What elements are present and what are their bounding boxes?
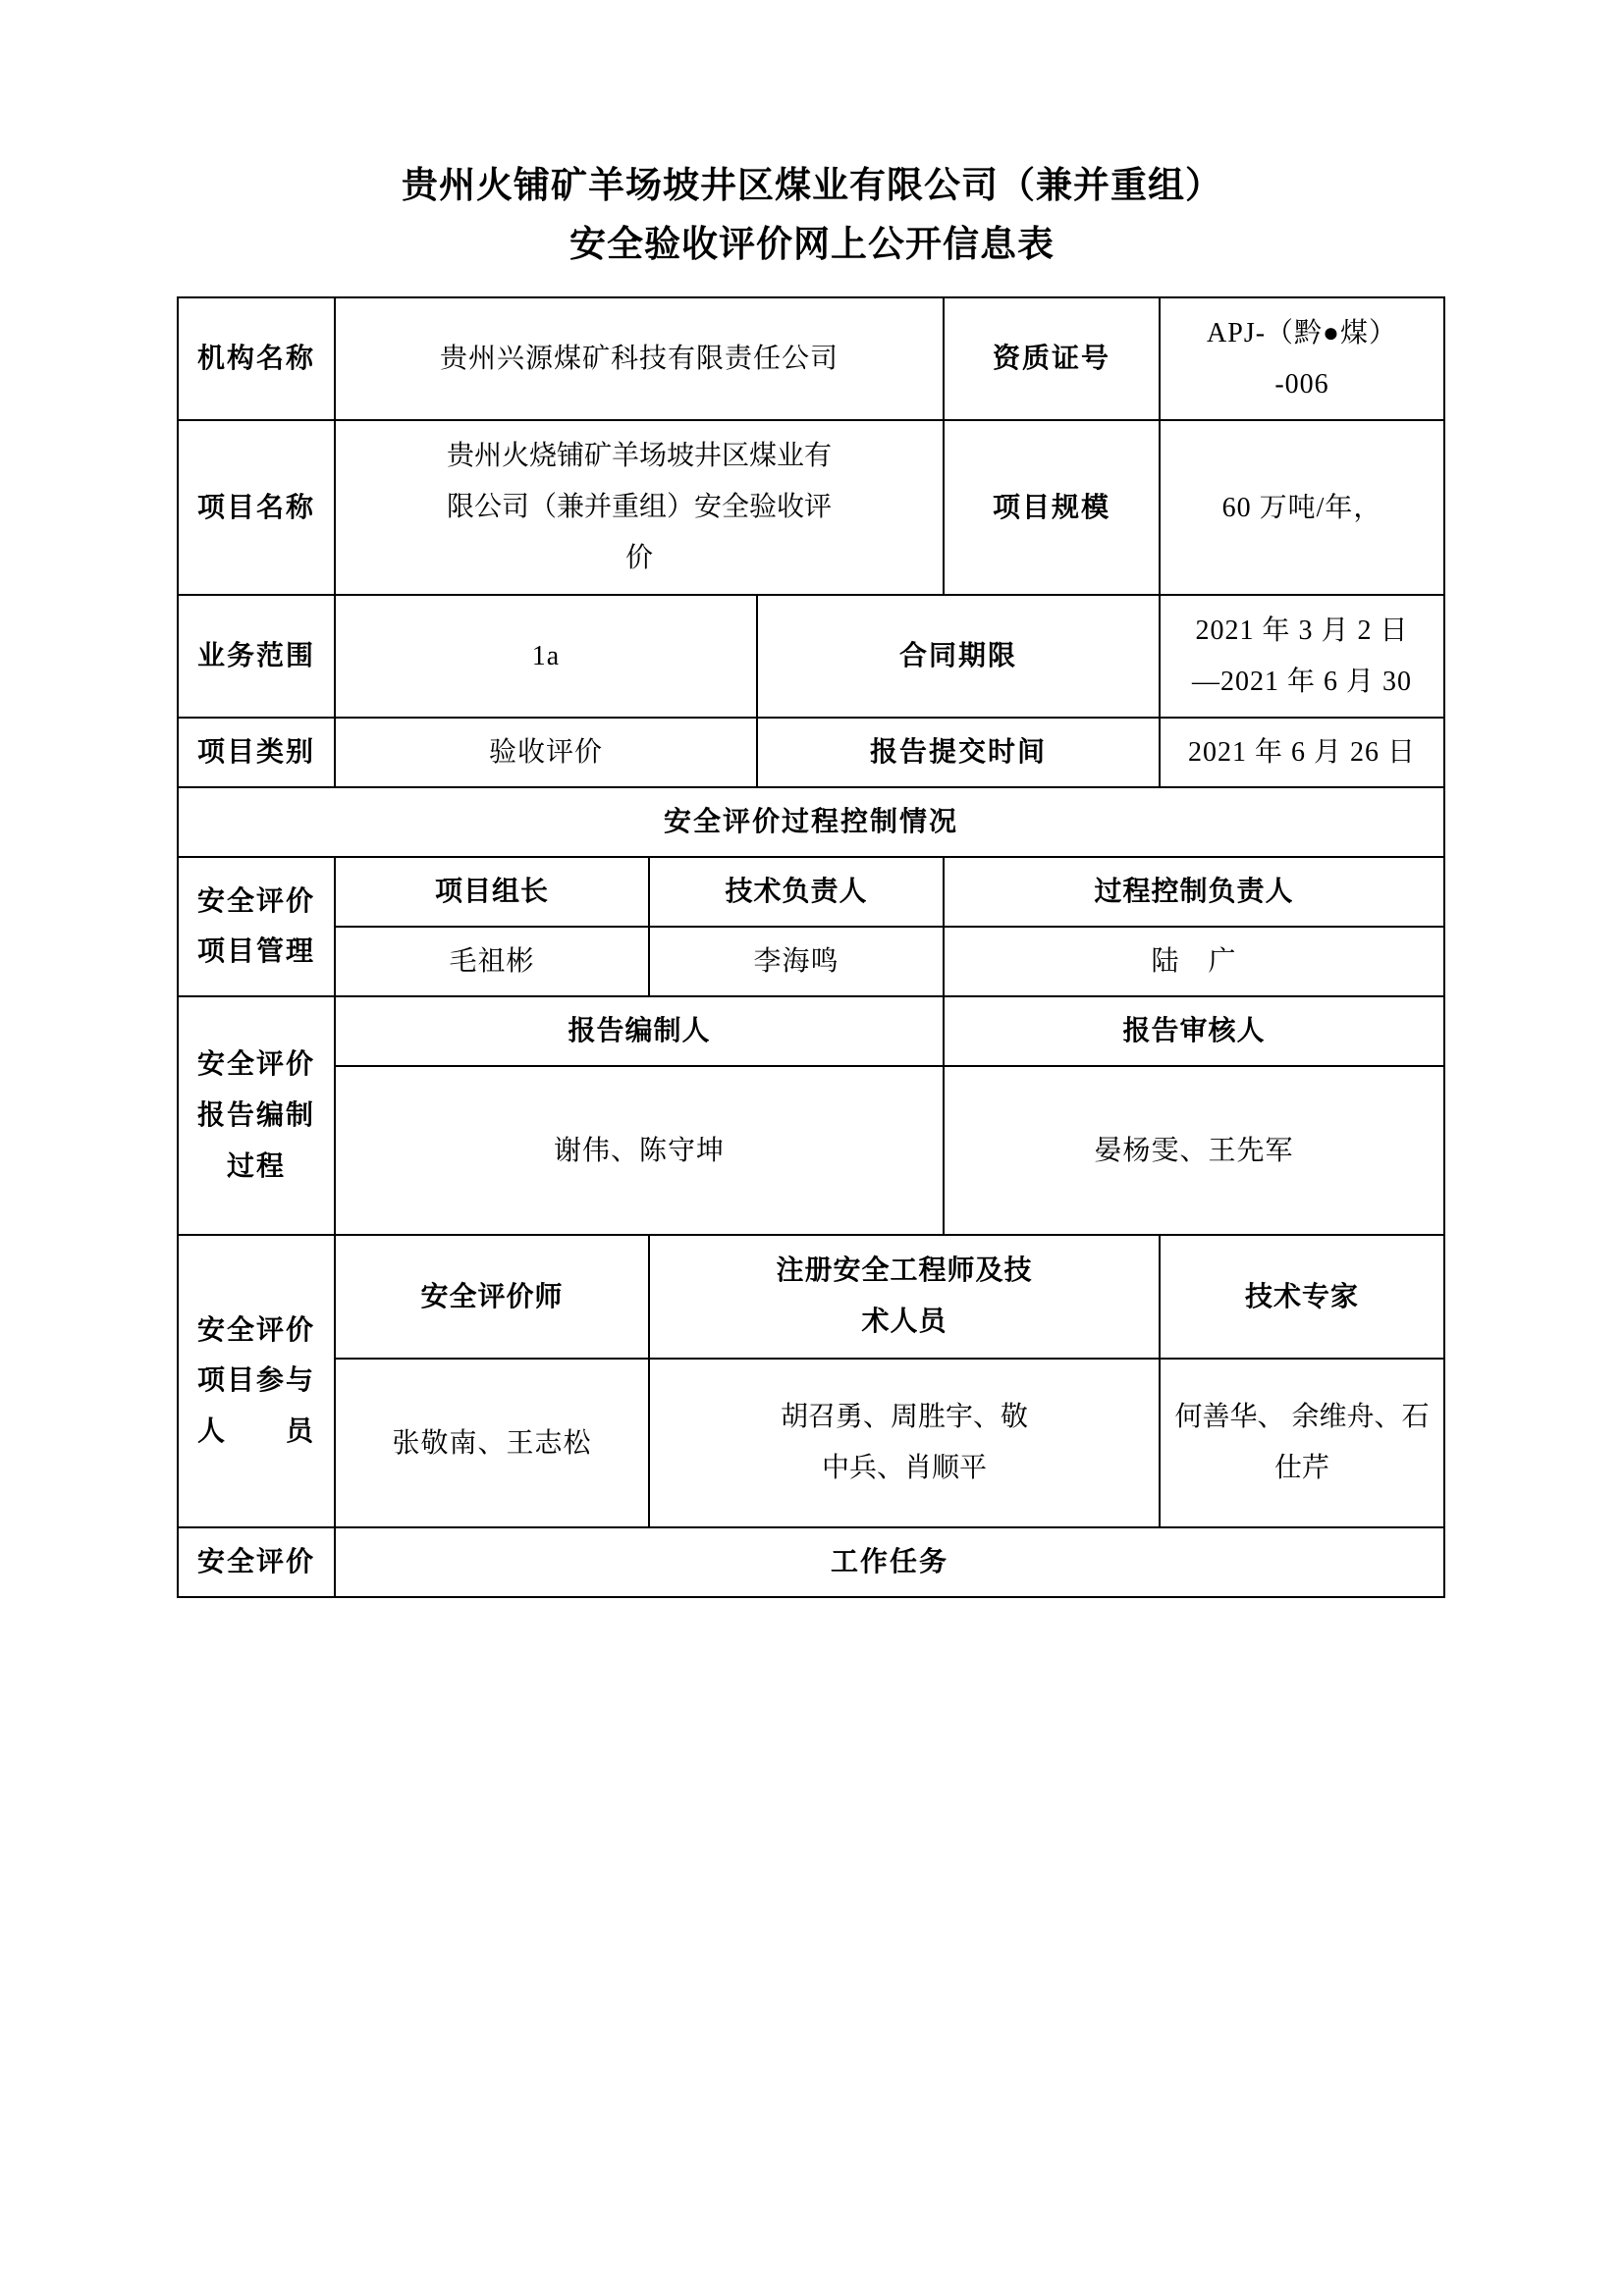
safety-eval-report-label — [178, 996, 335, 1235]
participants-head-tech-expert: 技术专家 — [1160, 1235, 1444, 1359]
project-scale-label: 项目规模 — [944, 420, 1160, 594]
business-scope-value: 1a — [335, 595, 757, 719]
report-label-line-1: 安全评价 — [196, 1049, 315, 1081]
management-value-project-leader: 毛祖彬 — [335, 927, 649, 996]
project-name-value-line-2: 限公司（兼并重组）安全验收评 — [447, 492, 833, 523]
table-row — [178, 1527, 1444, 1597]
cert-no-value-line-1: APJ-（黔●煤） — [1207, 317, 1397, 348]
table-row — [178, 1235, 1444, 1359]
participants-value-registered-engineer — [649, 1359, 1160, 1527]
participants-label-line-3: 人 员 — [196, 1416, 315, 1448]
participants-head-registered-engineer-line-2: 术人员 — [861, 1307, 947, 1338]
safety-eval-participants-label — [178, 1235, 335, 1527]
management-value-process-control-lead: 陆 广 — [944, 927, 1444, 996]
table-row — [178, 927, 1444, 996]
project-type-label: 项目类别 — [178, 718, 335, 787]
table-row — [178, 1066, 1444, 1235]
participants-value-tech-expert-line-1: 何善华、 余维舟、石 — [1174, 1402, 1430, 1433]
contract-period-value — [1160, 595, 1444, 719]
public-information-table — [177, 296, 1445, 1598]
safety-eval-task-label: 安全评价 — [178, 1527, 335, 1597]
table-row — [178, 787, 1444, 857]
task-title: 工作任务 — [335, 1527, 1444, 1597]
table-row — [178, 857, 1444, 927]
management-label-line-1: 安全评价 — [196, 885, 315, 917]
participants-value-registered-engineer-line-1: 胡召勇、周胜宇、敬 — [781, 1402, 1029, 1433]
org-name-value: 贵州兴源煤矿科技有限责任公司 — [335, 297, 944, 421]
management-label-line-2: 项目管理 — [196, 936, 315, 968]
table-row — [178, 595, 1444, 719]
management-value-tech-lead: 李海鸣 — [649, 927, 944, 996]
report-head-reviewer: 报告审核人 — [944, 996, 1444, 1066]
contract-period-value-line-2: —2021 年 6 月 30 — [1192, 666, 1413, 697]
report-value-author: 谢伟、陈守坤 — [335, 1066, 944, 1235]
management-head-process-control-lead: 过程控制负责人 — [944, 857, 1444, 927]
org-name-label: 机构名称 — [178, 297, 335, 421]
business-scope-label: 业务范围 — [178, 595, 335, 719]
project-name-value-line-3: 价 — [625, 543, 654, 574]
cert-no-value — [1160, 297, 1444, 421]
report-value-reviewer: 晏杨雯、王先军 — [944, 1066, 1444, 1235]
management-head-project-leader: 项目组长 — [335, 857, 649, 927]
participants-head-evaluator: 安全评价师 — [335, 1235, 649, 1359]
participants-head-registered-engineer — [649, 1235, 1160, 1359]
project-name-label: 项目名称 — [178, 420, 335, 594]
project-type-value: 验收评价 — [335, 718, 757, 787]
page-title — [177, 157, 1447, 275]
contract-period-value-line-1: 2021 年 3 月 2 日 — [1195, 614, 1409, 646]
participants-value-tech-expert — [1160, 1359, 1444, 1527]
participants-label-line-1: 安全评价 — [196, 1314, 315, 1346]
cert-no-value-line-2: -006 — [1274, 368, 1329, 400]
report-head-author: 报告编制人 — [335, 996, 944, 1066]
table-row — [178, 718, 1444, 787]
participants-value-evaluator: 张敬南、王志松 — [335, 1359, 649, 1527]
report-label-line-3: 过程 — [226, 1150, 286, 1182]
participants-value-registered-engineer-line-2: 中兵、肖顺平 — [822, 1453, 988, 1484]
page-title-line-2: 安全验收评价网上公开信息表 — [569, 224, 1055, 265]
table-row — [178, 420, 1444, 594]
table-row — [178, 297, 1444, 421]
management-head-tech-lead: 技术负责人 — [649, 857, 944, 927]
report-label-line-2: 报告编制 — [196, 1100, 315, 1132]
participants-value-tech-expert-line-2: 仕芹 — [1274, 1453, 1330, 1484]
process-control-title: 安全评价过程控制情况 — [178, 787, 1444, 857]
cert-no-label: 资质证号 — [944, 297, 1160, 421]
report-submit-value: 2021 年 6 月 26 日 — [1160, 718, 1444, 787]
report-submit-label: 报告提交时间 — [757, 718, 1160, 787]
contract-period-label: 合同期限 — [757, 595, 1160, 719]
project-name-value-line-1: 贵州火烧铺矿羊场坡井区煤业有 — [447, 441, 833, 472]
participants-label-line-2: 项目参与 — [196, 1365, 315, 1397]
project-name-value — [335, 420, 944, 594]
table-row — [178, 996, 1444, 1066]
project-scale-value: 60 万吨/年， — [1160, 420, 1444, 594]
safety-eval-management-label — [178, 857, 335, 996]
page-title-line-1: 贵州火铺矿羊场坡井区煤业有限公司（兼并重组） — [402, 166, 1222, 206]
participants-head-registered-engineer-line-1: 注册安全工程师及技 — [776, 1255, 1033, 1287]
table-row — [178, 1359, 1444, 1527]
